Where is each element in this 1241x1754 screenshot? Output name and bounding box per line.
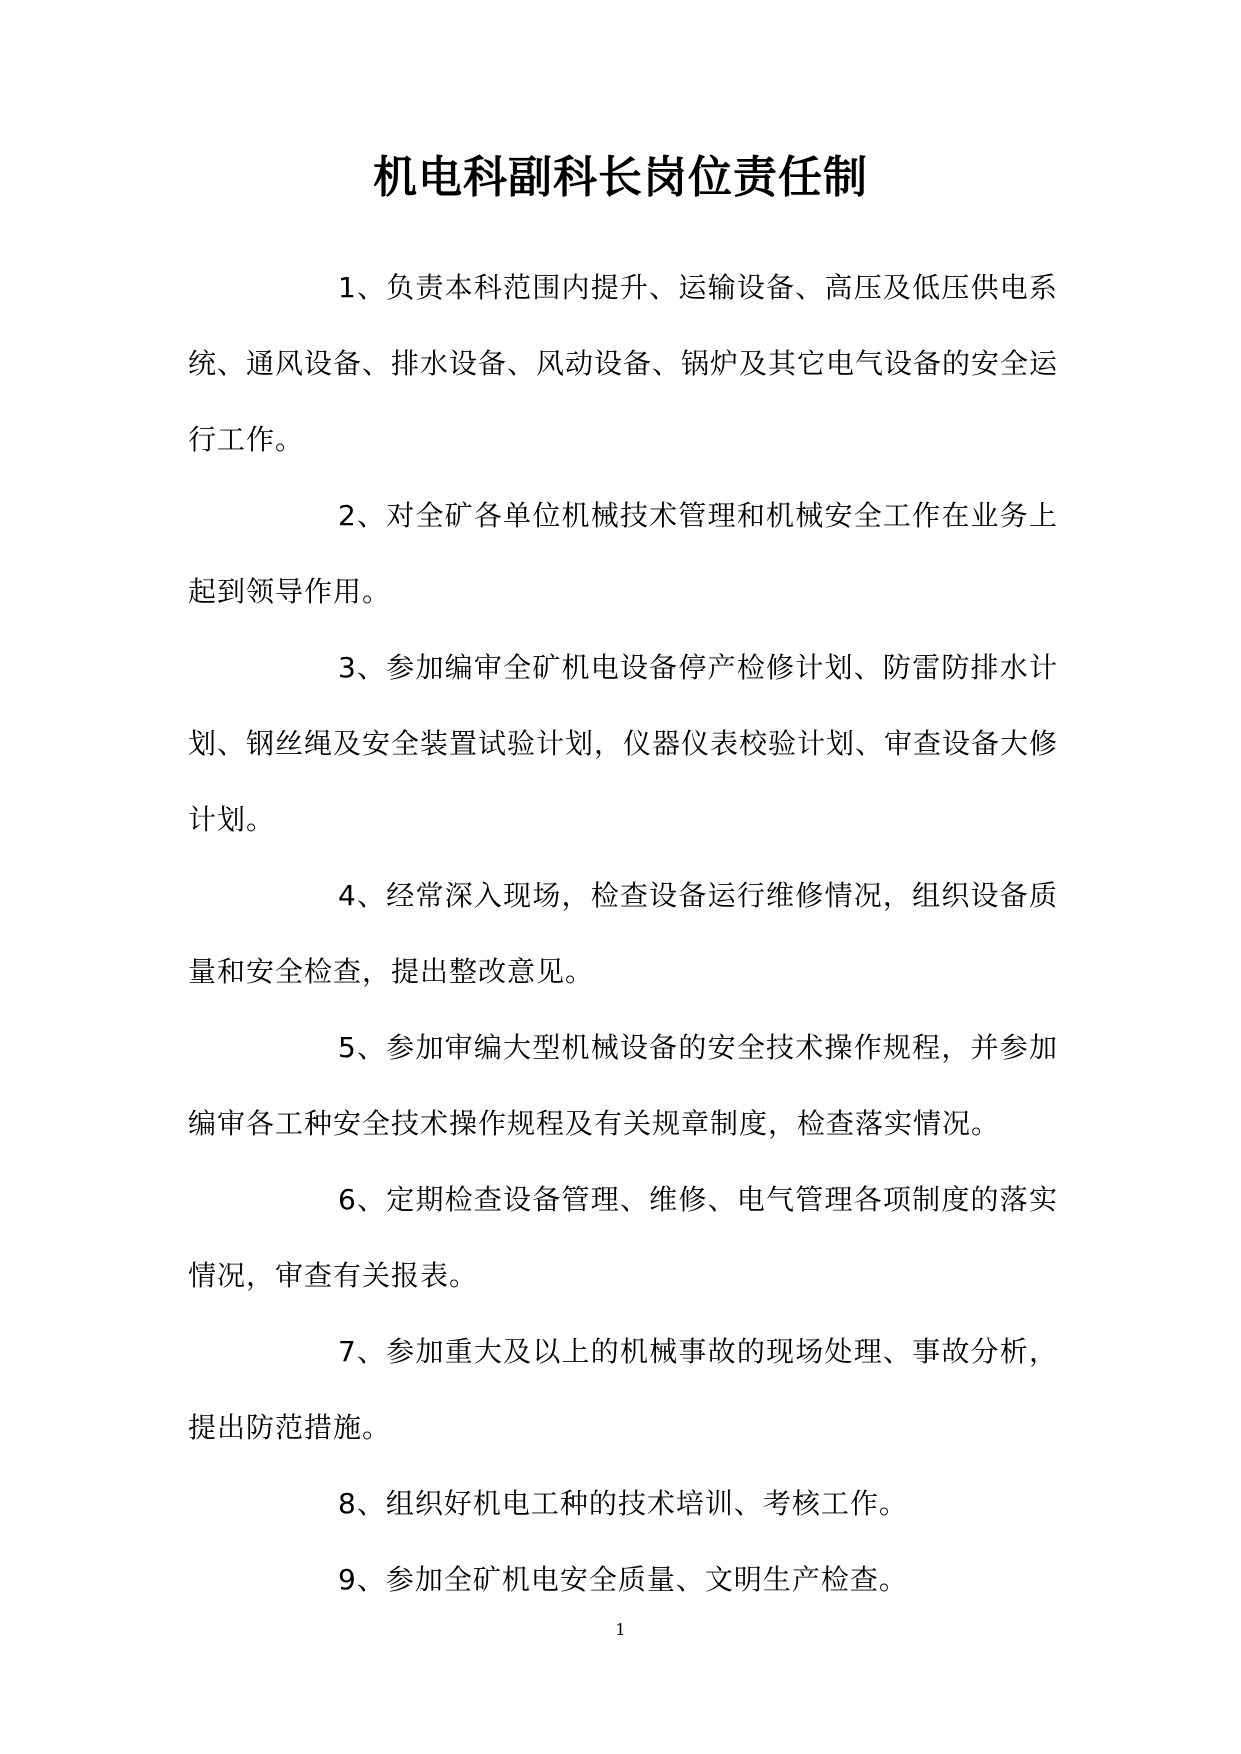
paragraph-6: 6、定期检查设备管理、维修、电气管理各项制度的落实情况，审查有关报表。 <box>188 1183 1058 1292</box>
document-body <box>188 250 1058 1618</box>
paragraph-3: 3、参加编审全矿机电设备停产检修计划、防雷防排水计划、钢丝绳及安全装置试验计划，仪器仪表校验计划、审查设备大修计划。 <box>188 651 1059 836</box>
page-number: 1 <box>615 1620 626 1639</box>
paragraph-7: 7、参加重大及以上的机械事故的现场处理、事故分析，提出防范措施。 <box>188 1335 1058 1444</box>
paragraph-8: 8、组织好机电工种的技术培训、考核工作。 <box>338 1487 908 1520</box>
paragraph-5: 5、参加审编大型机械设备的安全技术操作规程，并参加编审各工种安全技术操作规程及有关规章制度，检查落实情况。 <box>188 1031 1058 1140</box>
paragraph-9: 9、参加全矿机电安全质量、文明生产检查。 <box>338 1563 908 1596</box>
paragraph-1: 1、负责本科范围内提升、运输设备、高压及低压供电系统、通风设备、排水设备、风动设备、锅炉及其它电气设备的安全运行工作。 <box>188 271 1059 456</box>
document-title: 机电科副科长岗位责任制 <box>373 152 868 203</box>
paragraph-4: 4、经常深入现场，检查设备运行维修情况，组织设备质量和安全检查，提出整改意见。 <box>188 879 1058 988</box>
paragraph-2: 2、对全矿各单位机械技术管理和机械安全工作在业务上起到领导作用。 <box>188 499 1058 608</box>
